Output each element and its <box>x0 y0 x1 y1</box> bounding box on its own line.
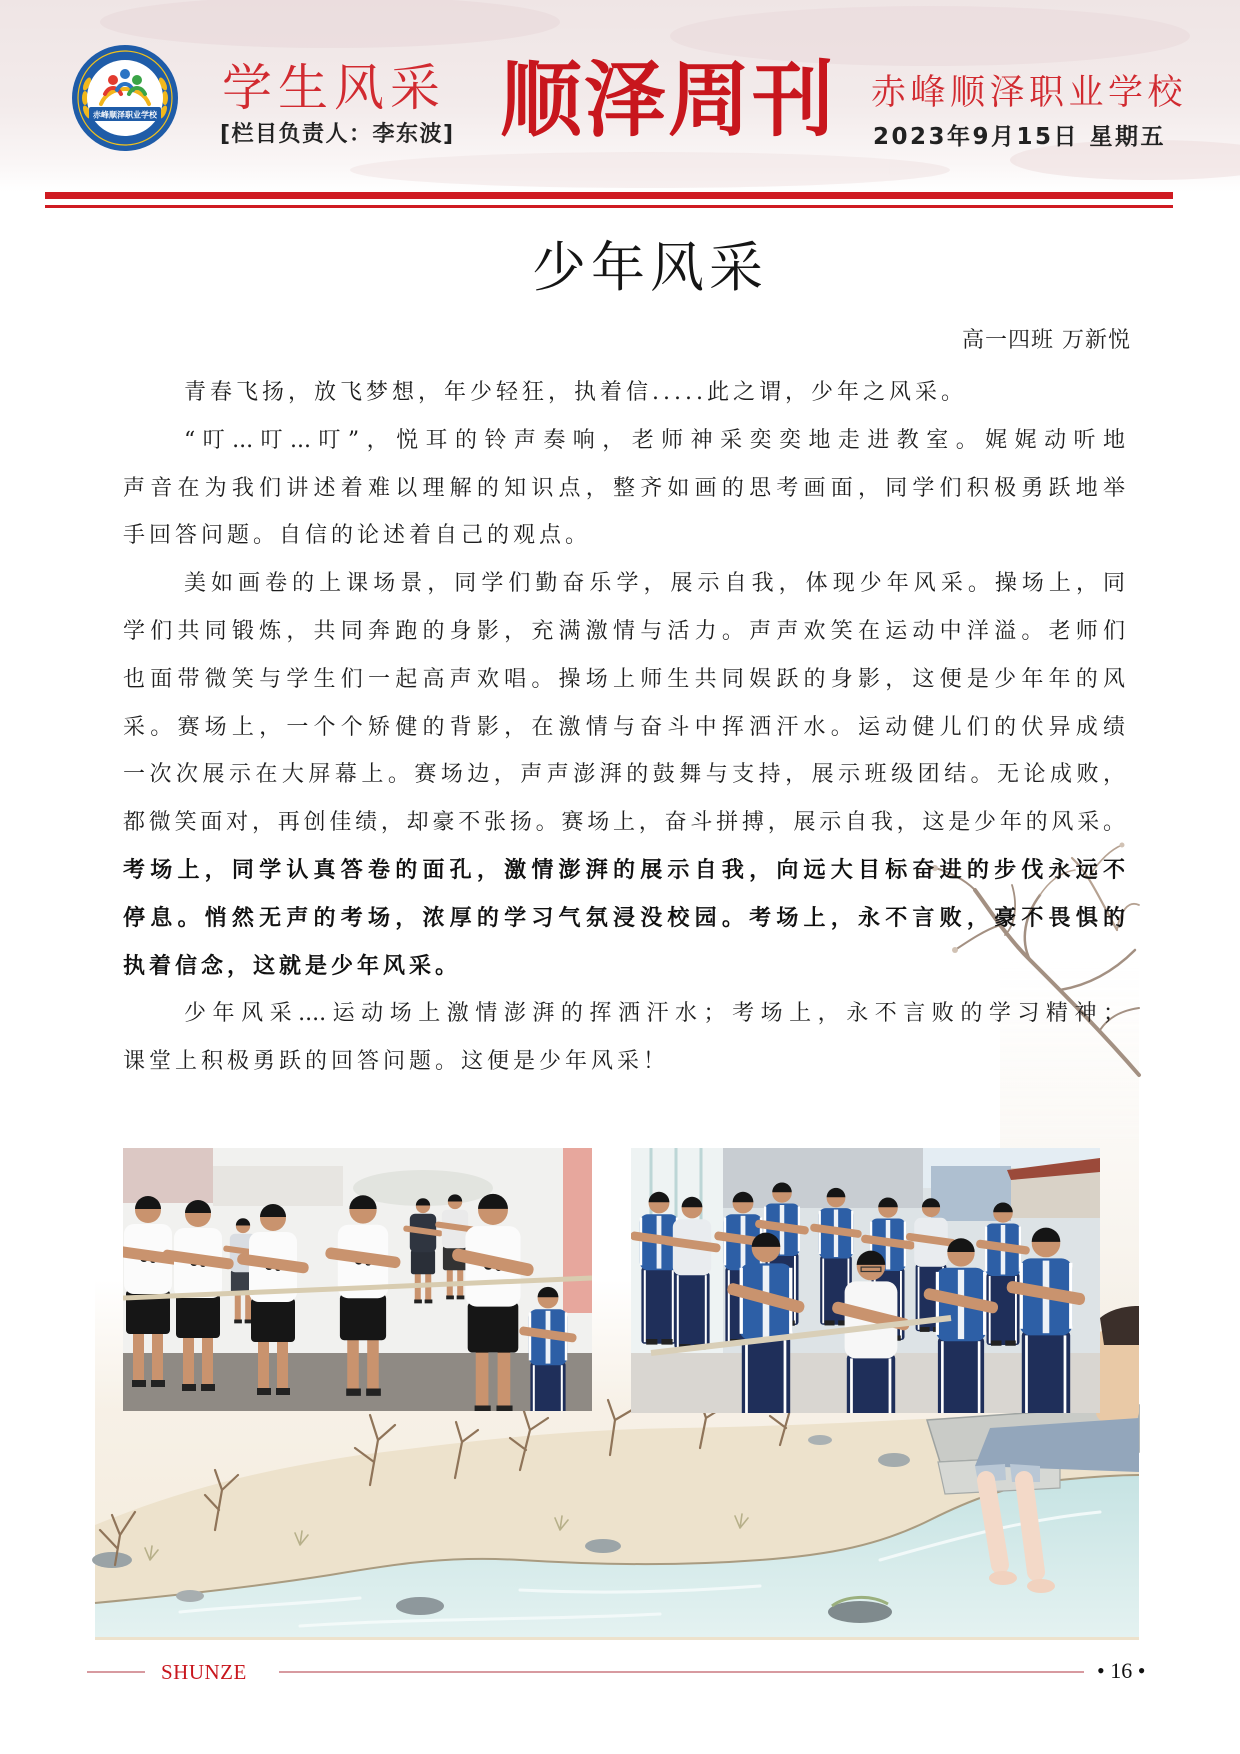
paragraph-line: 声音在为我们讲述着难以理解的知识点，整齐如画的思考画面，同学们积极勇跃地举 <box>123 475 1125 501</box>
tug-of-war-photo-left <box>123 1148 592 1411</box>
school-name: 赤峰顺泽职业学校 <box>871 73 1188 113</box>
paragraph-line: 都微笑面对，再创佳绩，却豪不张扬。赛场上，奋斗拼搏，展示自我，这是少年的风采。 <box>123 810 1125 836</box>
paragraph-line: 也面带微笑与学生们一起高声欢唱。操场上师生共同娱跃的身影，这便是少年年的风 <box>123 666 1125 692</box>
section-title: 学生风采 <box>222 59 446 117</box>
paragraph-line: 学们共同锻炼，共同奔跑的身影，充满激情与活力。声声欢笑在运动中洋溢。老师们 <box>123 618 1125 644</box>
article-body <box>123 369 1125 1086</box>
paragraph-line: 课堂上积极勇跃的回答问题。这便是少年风采！ <box>123 1049 670 1075</box>
footer-rule-left <box>87 1671 145 1673</box>
paragraph-line: 考场上，同学认真答卷的面孔，激情澎湃的展示自我，向远大目标奋进的步伐永远不 <box>123 856 1125 883</box>
tug-of-war-photo-right <box>631 1148 1100 1413</box>
paragraph <box>123 369 1125 417</box>
header-rule-thick <box>45 192 1173 199</box>
paragraph <box>123 990 1125 1086</box>
paragraph-line: 美如画卷的上课场景，同学们勤奋乐学，展示自我，体现少年风采。操场上，同 <box>184 571 1125 597</box>
paragraph-line: 一次次展示在大屏幕上。赛场边，声声澎湃的鼓舞与支持，展示班级团结。无论成败， <box>123 762 1125 788</box>
school-logo <box>71 44 179 152</box>
section-editor: [栏目负责人：李东波] <box>220 122 455 147</box>
issue-date: 2023年9月15日 星期五 <box>873 124 1167 150</box>
logo-text: 赤峰顺泽职业学校 <box>93 110 157 120</box>
page-number: • 16 • <box>1097 1658 1146 1683</box>
masthead-title: 顺泽周刊 <box>500 53 837 148</box>
photo-building <box>123 1148 213 1203</box>
article-title: 少年风采 <box>532 236 768 299</box>
header-rule-thin <box>45 205 1173 208</box>
paragraph-line: “叮...叮...叮”，悦耳的铃声奏响，老师神采奕奕地走进教室。娓娓动听地 <box>184 427 1125 453</box>
paragraph-line: 手回答问题。自信的论述着自己的观点。 <box>123 523 592 549</box>
paragraph <box>123 417 1125 560</box>
footer-brand: SHUNZE <box>161 1660 247 1684</box>
paragraph-line: 采。赛场上，一个个矫健的背影，在激情与奋斗中挥洒汗水。运动健儿们的伏异成绩 <box>123 714 1125 740</box>
footer-rule-right <box>279 1671 1084 1673</box>
paragraph-line: 少年风采....运动场上激情澎湃的挥洒汗水；考场上，永不言败的学习精神； <box>184 1001 1125 1027</box>
article-byline: 高一四班 万新悦 <box>962 328 1131 353</box>
paragraph-line: 青春飞扬，放飞梦想，年少轻狂，执着信.....此之谓，少年之风采。 <box>184 380 967 405</box>
paragraph-line: 停息。悄然无声的考场，浓厚的学习气氛浸没校园。考场上，永不言败，豪不畏惧的 <box>123 904 1125 931</box>
photo-pole <box>563 1148 592 1313</box>
paragraph <box>123 560 1125 990</box>
paragraph-line: 执着信念，这就是少年风采。 <box>123 952 462 979</box>
